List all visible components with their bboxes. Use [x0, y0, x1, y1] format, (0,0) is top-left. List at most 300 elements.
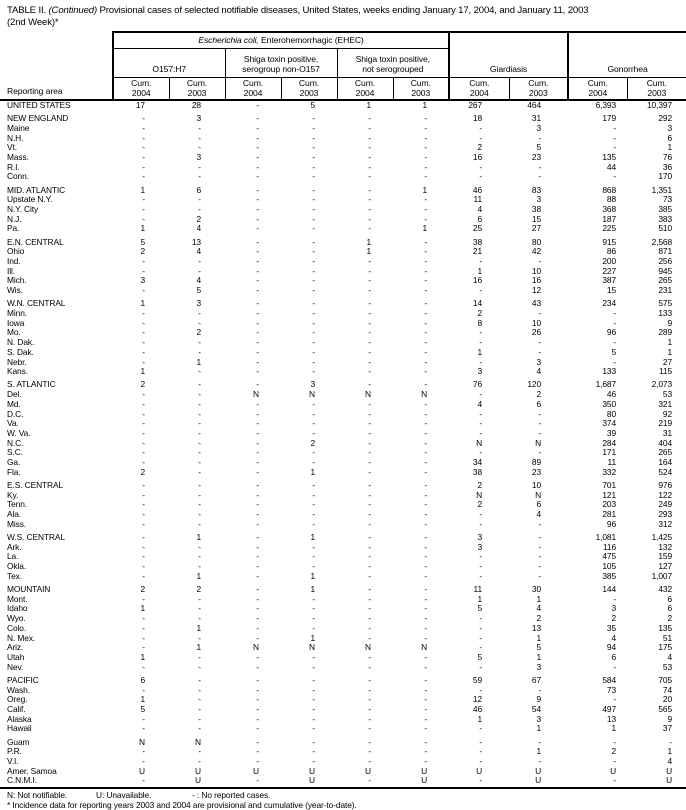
data-cell: - — [479, 570, 483, 581]
data-cell: - — [198, 480, 201, 491]
data-cell: - — [368, 551, 371, 562]
data-cell: - — [198, 457, 201, 468]
data-cell: - — [368, 736, 371, 747]
data-cell: - — [142, 285, 145, 296]
table-row — [0, 338, 686, 348]
data-cell: 1 — [536, 593, 542, 604]
data-cell: 1 — [310, 584, 315, 595]
data-cell: - — [424, 308, 428, 319]
data-cell: - — [256, 366, 259, 377]
data-cell: 374 — [602, 418, 617, 429]
data-cell: 584 — [602, 674, 617, 685]
data-cell: 312 — [658, 518, 673, 529]
data-cell: - — [256, 113, 259, 124]
table-row — [0, 643, 686, 653]
data-cell: 5 — [310, 100, 315, 110]
data-cell: - — [538, 408, 542, 419]
data-cell: - — [368, 142, 371, 153]
data-cell: 36 — [662, 161, 673, 172]
data-cell: 92 — [662, 408, 673, 419]
data-cell: - — [256, 661, 259, 672]
data-cell: U — [535, 765, 542, 776]
data-cell: 96 — [606, 518, 617, 529]
data-cell: 10 — [531, 317, 542, 328]
row-label: Del. — [7, 389, 22, 400]
row-label: Miss. — [7, 518, 27, 529]
data-cell: 38 — [472, 236, 483, 247]
data-cell: - — [312, 593, 315, 604]
data-cell: U — [666, 765, 673, 776]
table-row — [0, 182, 686, 195]
data-cell: 575 — [658, 298, 673, 309]
data-cell: - — [142, 213, 145, 224]
data-cell: 12 — [531, 285, 542, 296]
row-label: Md. — [7, 398, 21, 409]
data-cell: - — [368, 317, 371, 328]
data-cell: - — [613, 132, 617, 143]
data-cell: - — [312, 246, 315, 257]
data-cell: - — [368, 703, 371, 714]
row-label: Ala. — [7, 509, 22, 520]
data-cell: - — [424, 346, 428, 357]
data-cell: - — [568, 776, 627, 788]
row-label: W. Va. — [7, 428, 31, 438]
data-cell: N — [139, 736, 145, 747]
table-row — [0, 267, 686, 277]
data-cell: - — [198, 723, 201, 734]
data-cell: 80 — [606, 408, 617, 419]
data-cell: 1 — [667, 746, 673, 757]
row-label: Wyo. — [7, 613, 26, 624]
data-cell: 5 — [477, 651, 483, 662]
data-cell: 1 — [366, 236, 371, 247]
data-cell: 9 — [667, 317, 673, 328]
data-cell: - — [256, 236, 259, 247]
data-cell: - — [312, 213, 315, 224]
row-label: V.I. — [7, 756, 19, 766]
data-cell: - — [198, 489, 201, 500]
data-cell: - — [312, 713, 315, 724]
row-label: Ky. — [7, 489, 19, 500]
data-cell: - — [256, 736, 259, 747]
data-cell: 13 — [606, 713, 617, 724]
data-cell: - — [142, 113, 145, 124]
row-label: NEW ENGLAND — [7, 113, 69, 124]
data-cell: - — [368, 613, 371, 624]
data-cell: 4 — [536, 509, 542, 520]
table-row — [0, 257, 686, 267]
data-cell: 35 — [606, 622, 617, 633]
data-cell: - — [424, 713, 428, 724]
data-cell: 3 — [477, 541, 483, 552]
data-cell: - — [142, 171, 145, 182]
data-cell: 200 — [602, 256, 617, 267]
table-row — [0, 747, 686, 757]
data-cell: - — [368, 694, 371, 705]
data-cell: - — [538, 418, 542, 429]
data-cell: - — [142, 632, 145, 643]
data-cell: - — [312, 509, 315, 520]
data-cell: 2 — [611, 613, 617, 624]
row-label: Amer. Samoa — [7, 765, 57, 776]
data-cell: - — [479, 684, 483, 695]
data-cell: 289 — [658, 327, 673, 338]
data-cell: - — [256, 447, 259, 458]
data-cell: - — [198, 651, 201, 662]
data-cell: - — [424, 593, 428, 604]
data-cell: - — [256, 184, 259, 195]
data-cell: - — [142, 152, 145, 163]
table-row — [0, 172, 686, 182]
data-cell: 464 — [527, 100, 542, 110]
table-row — [0, 757, 686, 767]
data-cell: - — [538, 337, 542, 348]
data-cell: - — [256, 398, 259, 409]
data-cell: - — [198, 408, 201, 419]
data-cell: 27 — [531, 223, 542, 234]
data-cell: 1 — [667, 142, 673, 153]
data-cell: - — [312, 122, 315, 133]
footnote-asterisk: * Incidence data for reporting years 2003 and 2004 are provisional and cumulative (year-to-date). — [7, 799, 357, 810]
data-cell: - — [198, 265, 201, 276]
data-cell: - — [538, 736, 542, 747]
data-cell: - — [198, 447, 201, 458]
data-cell: 4 — [196, 275, 201, 286]
data-cell: - — [256, 466, 259, 477]
footnote-u: U: Unavailable. — [96, 790, 152, 801]
data-cell: 5 — [140, 703, 145, 714]
data-cell: - — [198, 398, 201, 409]
data-cell: 27 — [662, 356, 673, 367]
data-cell: - — [142, 356, 145, 367]
data-cell: 871 — [658, 246, 673, 257]
row-label: Oreg. — [7, 694, 28, 705]
data-cell: - — [198, 674, 201, 685]
data-cell: - — [368, 265, 371, 276]
data-cell: - — [424, 723, 428, 734]
data-cell: - — [312, 457, 315, 468]
data-cell: - — [424, 694, 428, 705]
row-label: Maine — [7, 122, 30, 133]
row-label: N.Y. City — [7, 204, 39, 215]
data-cell: - — [256, 428, 259, 438]
data-cell: - — [142, 194, 145, 205]
table-row — [0, 247, 686, 257]
data-cell: 203 — [602, 499, 617, 510]
data-cell: N — [309, 642, 315, 653]
data-cell: - — [312, 184, 315, 195]
data-cell: 122 — [658, 489, 673, 500]
data-cell: 265 — [658, 447, 673, 458]
data-cell: U — [476, 765, 483, 776]
data-cell: - — [424, 661, 428, 672]
data-cell: 4 — [477, 204, 483, 215]
data-cell: 3 — [196, 298, 201, 309]
data-cell: 54 — [531, 703, 542, 714]
row-label: Mass. — [7, 152, 29, 163]
data-cell: - — [424, 447, 428, 458]
data-cell: - — [256, 561, 259, 572]
data-cell: - — [424, 518, 428, 529]
data-cell: - — [424, 142, 428, 153]
data-cell: - — [368, 603, 371, 614]
data-cell: - — [368, 651, 371, 662]
data-cell: - — [198, 661, 201, 672]
data-cell: - — [424, 736, 428, 747]
data-cell: 976 — [658, 480, 673, 491]
data-cell: - — [142, 317, 145, 328]
data-cell: - — [368, 204, 371, 215]
data-cell: - — [479, 447, 483, 458]
data-cell: - — [479, 171, 483, 182]
data-cell: - — [142, 723, 145, 734]
data-cell: - — [368, 327, 371, 338]
table-row — [0, 319, 686, 329]
data-cell: 11 — [473, 194, 483, 205]
data-cell: - — [479, 327, 483, 338]
data-cell: 915 — [602, 236, 617, 247]
data-cell: 1 — [140, 603, 145, 614]
data-cell: - — [256, 142, 259, 153]
row-label: Ill. — [7, 265, 15, 276]
data-cell: 17 — [135, 100, 145, 110]
data-cell: 8 — [477, 317, 483, 328]
data-cell: - — [256, 756, 259, 766]
data-cell: 34 — [472, 457, 483, 468]
data-cell: 350 — [602, 398, 617, 409]
data-cell: - — [368, 489, 371, 500]
data-cell: - — [256, 499, 259, 510]
data-cell: - — [142, 532, 145, 543]
data-cell: - — [424, 337, 428, 348]
data-cell: 31 — [662, 428, 673, 438]
data-cell: - — [312, 613, 315, 624]
data-cell: - — [613, 308, 617, 319]
data-cell: 1 — [310, 632, 315, 643]
data-cell: 133 — [658, 308, 673, 319]
data-cell: 1 — [611, 723, 617, 734]
data-cell: 31 — [531, 113, 542, 124]
data-cell: - — [256, 275, 259, 286]
table-row — [0, 552, 686, 562]
data-cell: - — [368, 298, 371, 309]
data-cell: - — [142, 489, 145, 500]
data-cell: - — [198, 317, 201, 328]
data-cell: - — [368, 337, 371, 348]
data-cell: - — [449, 776, 509, 788]
data-cell: - — [198, 418, 201, 429]
data-cell: 701 — [602, 480, 617, 491]
data-cell: 14 — [472, 298, 483, 309]
table-row — [0, 520, 686, 530]
row-label: Pa. — [7, 223, 20, 234]
data-cell: 11 — [607, 457, 617, 468]
data-cell: - — [368, 532, 371, 543]
data-cell: - — [479, 642, 483, 653]
data-cell: - — [424, 703, 428, 714]
data-cell: 321 — [658, 398, 673, 409]
data-cell: 1,007 — [651, 570, 673, 581]
table-row — [0, 776, 686, 788]
data-cell: 59 — [472, 674, 483, 685]
not-sero-line2: not serogrouped — [362, 64, 424, 75]
data-cell: 284 — [602, 437, 617, 448]
data-cell: 1 — [196, 622, 201, 633]
data-cell: - — [256, 204, 259, 215]
table-row — [0, 276, 686, 286]
data-cell: - — [142, 204, 145, 215]
data-cell: - — [142, 161, 145, 172]
data-cell: - — [368, 723, 371, 734]
table-row — [0, 429, 686, 439]
data-cell: 23 — [531, 152, 542, 163]
table-row — [0, 224, 686, 234]
data-cell: 1 — [140, 223, 145, 234]
data-cell: - — [312, 194, 315, 205]
data-cell: 3 — [536, 194, 542, 205]
data-cell: - — [479, 418, 483, 429]
data-cell: - — [368, 366, 371, 377]
data-cell: - — [312, 703, 315, 714]
data-cell: 6 — [667, 132, 673, 143]
data-cell: - — [424, 171, 428, 182]
data-cell: 38 — [531, 204, 542, 215]
data-cell: 53 — [662, 389, 673, 400]
data-cell: - — [613, 694, 617, 705]
col-header-ehec-o157-cum2004: Cum. 2004 — [113, 78, 169, 101]
data-cell: 10 — [531, 480, 542, 491]
table-row — [0, 309, 686, 319]
data-cell: - — [368, 418, 371, 429]
data-cell: - — [424, 213, 428, 224]
row-label: Wis. — [7, 285, 23, 296]
data-cell: - — [142, 622, 145, 633]
data-cell: - — [256, 298, 259, 309]
footnote-dash: - : No reported cases. — [192, 790, 271, 801]
data-cell: 234 — [602, 298, 617, 309]
data-cell: 133 — [602, 366, 617, 377]
data-cell: - — [479, 746, 483, 757]
data-cell: - — [479, 161, 483, 172]
data-cell: 80 — [531, 236, 542, 247]
data-cell: 1,687 — [595, 379, 617, 390]
table-row — [0, 234, 686, 247]
table-row — [0, 367, 686, 377]
row-label: N.C. — [7, 437, 24, 448]
data-cell: - — [312, 337, 315, 348]
non-o157-subgroup-header — [225, 49, 337, 78]
data-cell: - — [424, 457, 428, 468]
data-cell: - — [256, 541, 259, 552]
data-cell: N — [421, 642, 428, 653]
data-cell: 76 — [662, 152, 673, 163]
data-cell: - — [538, 256, 542, 267]
row-label: UNITED STATES — [7, 100, 71, 110]
table-row — [0, 296, 686, 309]
data-cell: 20 — [662, 694, 673, 705]
data-cell: 1 — [140, 298, 145, 309]
data-cell: 1 — [422, 100, 428, 110]
data-cell: - — [424, 418, 428, 429]
data-cell: - — [424, 236, 428, 247]
data-cell: - — [256, 651, 259, 662]
row-label: Ind. — [7, 256, 21, 267]
col-header-giardiasis-cum2003: Cum. 2003 — [509, 78, 568, 101]
data-cell: U — [139, 765, 145, 776]
data-cell: - — [424, 194, 428, 205]
data-cell: U — [509, 776, 568, 788]
table-title-continued: (Continued) — [48, 5, 97, 16]
data-cell: 6 — [536, 499, 542, 510]
row-label: Idaho — [7, 603, 28, 614]
data-cell: 11 — [473, 584, 483, 595]
data-cell: - — [312, 142, 315, 153]
data-cell: - — [613, 122, 617, 133]
not-serogrouped-subgroup-header — [337, 49, 449, 78]
data-cell: 15 — [531, 213, 542, 224]
notifiable-diseases-table — [0, 31, 686, 789]
data-cell: - — [312, 661, 315, 672]
data-cell: - — [368, 223, 371, 234]
data-cell: - — [142, 457, 145, 468]
data-cell: - — [479, 613, 483, 624]
data-cell: - — [368, 356, 371, 367]
data-cell: - — [368, 408, 371, 419]
data-cell: - — [479, 756, 483, 766]
o157-subgroup-header: O157:H7 — [113, 49, 225, 78]
data-cell: - — [538, 756, 542, 766]
data-cell: - — [424, 356, 428, 367]
table-row — [0, 410, 686, 420]
data-cell: - — [613, 756, 617, 766]
data-cell: 94 — [606, 642, 617, 653]
table-row — [0, 328, 686, 338]
data-cell: - — [256, 161, 259, 172]
data-cell: - — [312, 285, 315, 296]
data-cell: 88 — [606, 194, 617, 205]
data-cell: - — [198, 509, 201, 520]
data-cell: 1 — [477, 265, 483, 276]
data-cell: - — [142, 613, 145, 624]
data-cell: - — [424, 366, 428, 377]
data-cell: 3 — [536, 122, 542, 133]
data-cell: - — [142, 746, 145, 757]
table-row — [0, 705, 686, 715]
data-cell: 3 — [536, 661, 542, 672]
row-label: Ohio — [7, 246, 25, 257]
row-label: Okla. — [7, 561, 27, 572]
data-cell: - — [479, 509, 483, 520]
row-label: Colo. — [7, 622, 27, 633]
data-cell: 4 — [477, 398, 483, 409]
data-cell: - — [312, 561, 315, 572]
data-cell: 6 — [140, 674, 145, 685]
data-cell: 73 — [606, 684, 617, 695]
data-cell: - — [368, 622, 371, 633]
ehec-group-header-rest: Enterohemorrhagic (EHEC) — [258, 34, 364, 45]
data-cell: 13 — [531, 622, 542, 633]
row-label: Mont. — [7, 593, 28, 604]
data-cell: 1 — [310, 570, 315, 581]
data-cell: 16 — [472, 152, 483, 163]
not-sero-line1: Shiga toxin positive, — [355, 54, 430, 65]
row-label: E.S. CENTRAL — [7, 480, 64, 491]
data-cell: - — [142, 408, 145, 419]
table-title — [0, 5, 686, 28]
table-row — [0, 530, 686, 543]
data-cell: - — [256, 622, 259, 633]
data-cell: 1 — [536, 723, 542, 734]
